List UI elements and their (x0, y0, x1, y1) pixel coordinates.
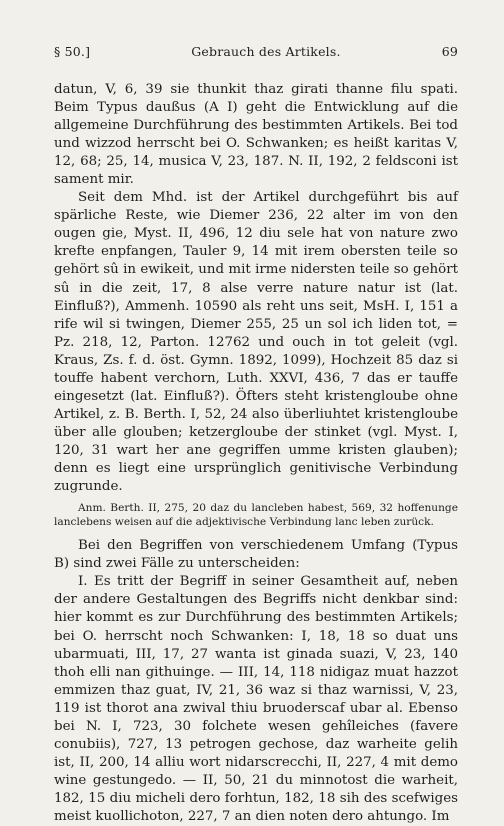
page-number: 69 (441, 44, 458, 59)
paragraph-4: I. Es tritt der Begriff in seiner Gesamtheit auf, neben der andere Gestaltungen des Begriffs nicht denkbar sind: hier kommt es zur Durchführung des bestimmten Artikels; bei O. herrscht noch Schwanken: I, 18, 18 so duat uns ubarmuati, III, 17, 27 wanta ist ginada suazi, V, 23, 140 thoh elli nan githuinge. — III, 14, 118 nidigaz muat hazzot emmizen thaz guat, IV, 21, 36 waz si thaz warnissi, V, 23, 119 ist thorot ana zwival thiu bruoderscaf ubar al. Ebenso bei N. I, 723, 30 folchete wesen gehîleiches (favere conubiis), 727, 13 petrogen gechose, daz warheite gelih ist, II, 200, 14 alliu wort nidarscrecchi, II, 227, 4 mit demo wine gestungedo. — II, 50, 21 du minnotost die warheit, 182, 15 diu micheli dero forhtun, 182, 18 sih des scefwiges meist kuollichoton, 227, 7 an dien noten dero ahtungo. Im (54, 574, 458, 824)
running-header (54, 44, 458, 59)
footnote-anm: Anm. Berth. II, 275, 20 daz du lancleben habest, 569, 32 hoffenunge lanclebens weisen auf die adjektivische Verbindung lanc leben zurück. (54, 502, 458, 528)
paragraph-1: datun, V, 6, 39 sie thunkit thaz girati thanne filu spati. Beim Typus daußus (A I) geht die Entwicklung auf die allgemeine Durchführung des bestimmten Artikels. Bei tod und wizzod herrscht bei O. Schwanken; es heißt karitas V, 12, 68; 25, 14, musica V, 23, 187. N. II, 192, 2 feldsconi ist sament mir. (54, 82, 458, 188)
page-body (54, 81, 458, 826)
paragraph-3: Bei den Begriffen von verschiedenem Umfang (Typus B) sind zwei Fälle zu unterscheiden: (54, 538, 458, 572)
paragraph-2: Seit dem Mhd. ist der Artikel durchgeführt bis auf spärliche Reste, wie Diemer 236, 22 alter im von den ougen gie, Myst. II, 496, 12 diu sele hat von nature zwo krefte enpfangen, Tauler 9, 14 mit irem obersten teile so gehört sû in ewikeit, und mit irme nidersten teile so gehört sû in die zeit, 17, 8 alse verre nature natur ist (lat. Einfluß?), Ammenh. 10590 als reht uns seit, MsH. I, 151 a rife wil si twingen, Diemer 255, 25 un sol ich liden tot, = Pz. 218, 12, Parton. 12762 und ouch in tot geleit (vgl. Kraus, Zs. f. d. öst. Gymn. 1892, 1099), Hochzeit 85 daz si touffe habent verchorn, Luth. XXVI, 436, 7 das er tauffe eingesetzt (lat. Einfluß?). Öfters steht kristengloube ohne Artikel, z. B. Berth. I, 52, 24 also überliuhtet kristengloube über alle glouben; ketzergloube der stinket (vgl. Myst. I, 120, 31 wart her ane gegriffen umme kristen glauben); denn es liegt eine ursprünglich genitivische Verbindung zugrunde. (54, 190, 458, 495)
section-mark: § 50.] (54, 44, 91, 59)
running-title: Gebrauch des Artikels. (191, 44, 341, 59)
